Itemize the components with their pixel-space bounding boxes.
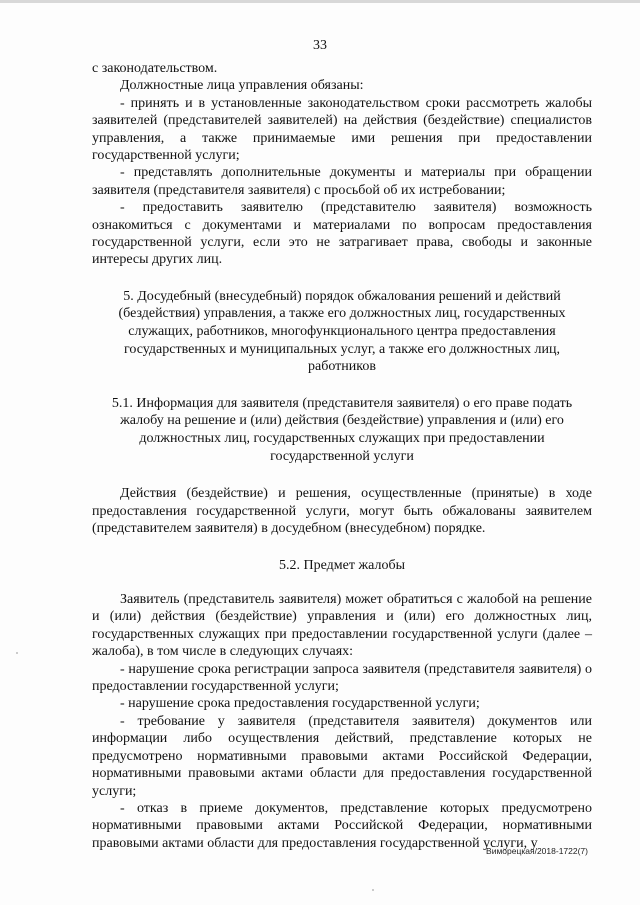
- section-5-1-body: Действия (бездействие) и решения, осуществленные (принятые) в ходе предоставления государственной услуги, могут быть обжалованы заявителем (представителем заявителя) в досудебном (внесудебном) порядке.: [92, 486, 592, 537]
- scan-edge: [0, 0, 640, 3]
- section-5-heading: 5. Досудебный (внесудебный) порядок обжалования решений и действий (бездействия) управления, а также его должностных лиц, государственных служащих, работников, многофункционального центра предоставления государственных и муниципальных услуг, а также его должностных лиц, работников: [118, 288, 566, 375]
- section-5-1-heading: 5.1. Информация для заявителя (представителя заявителя) о его праве подать жалобу на решение и (или) действия (бездействие) управления и (или) его должностных лиц, государственных служащих при предоставлении государственной услуги: [111, 395, 573, 464]
- document-code: Виморецкая/2018-1722(7): [486, 846, 588, 856]
- list-item: - нарушение срока регистрации запроса заявителя (представителя заявителя) о предоставлении государственной услуги;: [92, 661, 592, 695]
- paragraph: с законодательством.: [92, 61, 218, 76]
- page-number: 33: [313, 38, 327, 53]
- list-item: - представлять дополнительные документы и материалы при обращении заявителя (представителя заявителя) с просьбой об их истребовании;: [92, 165, 592, 198]
- list-item: - отказ в приеме документов, представление которых предусмотрено нормативными правовыми актами Российской Федерации, нормативными правовыми актами области для предоставления государственной услуги, у: [92, 800, 592, 851]
- paragraph: Заявитель (представитель заявителя) может обратиться с жалобой на решение и (или) действия (бездействие) управления и (или) его должностных лиц, государственных служащих при предоставлении государственной услуги (далее – жалоба), в том числе в следующих случаях:: [92, 592, 592, 660]
- page-content: [92, 60, 592, 852]
- list-item: - требование у заявителя (представителя заявителя) документов или информации либо осуществления действий, представление которых не предусмотрено нормативными правовыми актами Российской Федерации, нормативными правовыми актами области для предоставления государственной услуги;: [92, 713, 592, 799]
- list-item: - принять и в установленные законодательством сроки рассмотреть жалобы заявителей (представителей заявителей) на действия (бездействие) специалистов управления, а также принимаемые ими решения при предоставлении государственной услуги;: [92, 95, 592, 164]
- list-item: - предоставить заявителю (представителю заявителя) возможность ознакомиться с документами и материалами по вопросам предоставления государственной услуги, если это не затрагивает права, свободы и законные интересы других лиц.: [92, 200, 592, 268]
- scan-speck: [372, 889, 374, 891]
- scan-speck: [16, 652, 18, 654]
- paragraph: Должностные лица управления обязаны:: [120, 78, 364, 94]
- section-5-2-heading: 5.2. Предмет жалобы: [279, 558, 405, 574]
- list-item: - нарушение срока предоставления государственной услуги;: [120, 696, 480, 712]
